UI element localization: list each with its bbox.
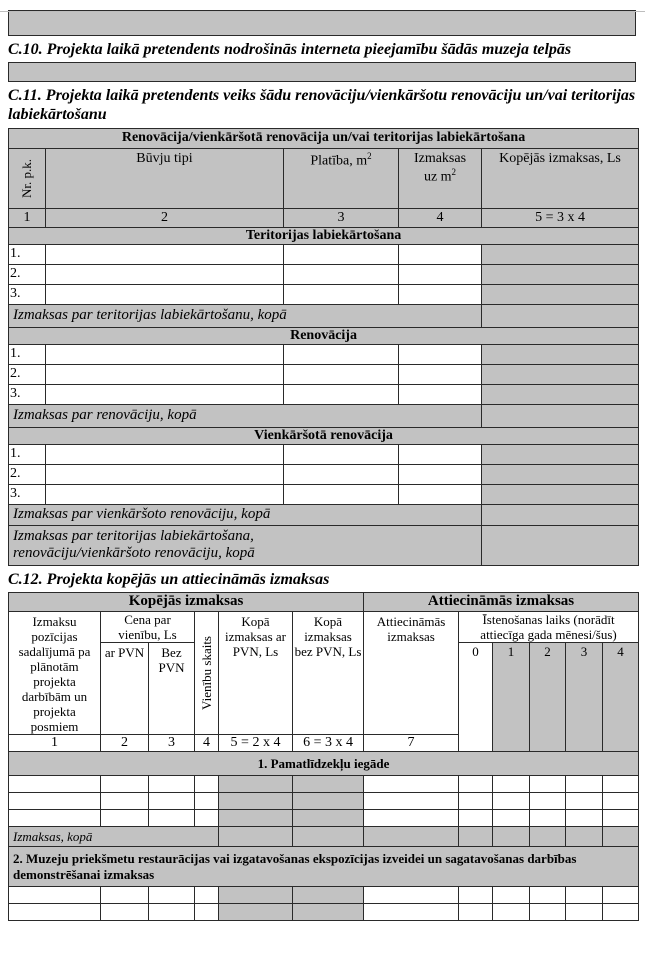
- section-title: Teritorijas labiekārtošana: [9, 227, 639, 244]
- input-cell: [195, 904, 219, 921]
- col-number: 1: [9, 735, 101, 752]
- input-cell: [46, 484, 284, 504]
- input-cell: [399, 464, 482, 484]
- input-cell: [459, 810, 493, 827]
- col-header-kopa-ar-pvn: Kopā izmaksas ar PVN, Ls: [219, 611, 293, 735]
- input-cell: [195, 887, 219, 904]
- col-number: 2: [101, 735, 149, 752]
- month-column-0: 0: [459, 642, 493, 751]
- shaded-cell: [482, 525, 639, 565]
- total-row: [9, 404, 639, 427]
- input-cell: [149, 904, 195, 921]
- input-cell: [399, 244, 482, 264]
- input-cell: [46, 244, 284, 264]
- input-cell: [566, 776, 603, 793]
- input-cell: [603, 810, 639, 827]
- input-cell: [195, 793, 219, 810]
- section-1-title: 1. Pamatlīdzekļu iegāde: [9, 752, 639, 776]
- total-row: [9, 304, 639, 327]
- input-cell: [493, 776, 530, 793]
- table-band-row: [9, 592, 639, 611]
- input-cell: [603, 887, 639, 904]
- input-cell: [101, 904, 149, 921]
- total-label: Izmaksas par vienkāršoto renovāciju, kopā: [9, 504, 482, 525]
- input-cell: [566, 793, 603, 810]
- shaded-cell: [219, 887, 293, 904]
- shaded-cell: [293, 810, 364, 827]
- grand-total-row: [9, 525, 639, 565]
- input-cell: [603, 904, 639, 921]
- col-number: 5 = 3 x 4: [482, 208, 639, 227]
- shaded-cell: [293, 827, 364, 847]
- row-number-cell: 2.: [9, 264, 46, 284]
- col-number: 4: [195, 735, 219, 752]
- col-header-kopa-bez-pvn: Kopā izmaksas bez PVN, Ls: [293, 611, 364, 735]
- input-cell: [493, 810, 530, 827]
- month-column-1: 1: [493, 642, 530, 751]
- input-cell: [530, 776, 566, 793]
- input-cell: [530, 904, 566, 921]
- input-cell: [46, 264, 284, 284]
- shaded-cell: [219, 793, 293, 810]
- column-header-row: [9, 148, 639, 208]
- input-cell: [493, 793, 530, 810]
- shaded-cell: [482, 444, 639, 464]
- table-row: [9, 364, 639, 384]
- input-cell: [9, 904, 101, 921]
- input-cell: [149, 776, 195, 793]
- input-cell: [459, 887, 493, 904]
- table-row: [9, 904, 639, 921]
- input-cell: [9, 810, 101, 827]
- col-header-kopejas-izmaksas: Kopējās izmaksas, Ls: [482, 148, 639, 208]
- input-cell: [195, 776, 219, 793]
- input-cell: [399, 264, 482, 284]
- input-cell: [459, 776, 493, 793]
- shaded-cell: [293, 776, 364, 793]
- input-cell: [399, 344, 482, 364]
- input-cell: [284, 444, 399, 464]
- row-number-cell: 3.: [9, 484, 46, 504]
- total-label: Izmaksas, kopā: [9, 827, 219, 847]
- input-cell: [399, 484, 482, 504]
- input-cell: [9, 887, 101, 904]
- document-page: [0, 10, 645, 965]
- section-band-row: [9, 847, 639, 887]
- band-kopejas-izmaksas: Kopējās izmaksas: [9, 592, 364, 611]
- input-cell: [284, 464, 399, 484]
- input-cell: [46, 444, 284, 464]
- input-cell: [9, 793, 101, 810]
- section-band-row: [9, 752, 639, 776]
- input-cell: [603, 793, 639, 810]
- row-number-cell: 1.: [9, 244, 46, 264]
- table-row: [9, 344, 639, 364]
- shaded-cell: [482, 504, 639, 525]
- col-number: 5 = 2 x 4: [219, 735, 293, 752]
- row-number-cell: 1.: [9, 344, 46, 364]
- input-cell: [101, 776, 149, 793]
- input-cell: [530, 810, 566, 827]
- table-row: [9, 484, 639, 504]
- shaded-cell: [566, 827, 603, 847]
- input-cell: [46, 384, 284, 404]
- table-row: [9, 264, 639, 284]
- shaded-cell: [364, 827, 459, 847]
- row-number-cell: 2.: [9, 464, 46, 484]
- row-number-cell: 1.: [9, 444, 46, 464]
- input-cell: [149, 887, 195, 904]
- section-title: Renovācija: [9, 327, 639, 344]
- total-row: [9, 827, 639, 847]
- empty-shaded-row: [8, 62, 636, 82]
- input-cell: [149, 810, 195, 827]
- input-cell: [459, 904, 493, 921]
- total-row: [9, 504, 639, 525]
- input-cell: [364, 887, 459, 904]
- col-number: 2: [46, 208, 284, 227]
- col-header-vienibu-skaits: [195, 611, 219, 735]
- shaded-cell: [482, 284, 639, 304]
- input-cell: [9, 776, 101, 793]
- col-header-izmaksu-pozicijas: Izmaksu pozīcijas sadalījumā pa plānotām projekta darbībām un projekta posmiem: [9, 611, 101, 735]
- input-cell: [399, 444, 482, 464]
- c12-costs-table: [8, 592, 639, 922]
- input-cell: [566, 904, 603, 921]
- input-cell: [566, 810, 603, 827]
- col-header-bez-pvn: Bez PVN: [149, 642, 195, 734]
- input-cell: [101, 793, 149, 810]
- input-cell: [530, 793, 566, 810]
- table-title: Renovācija/vienkāršotā renovācija un/vai teritorijas labiekārtošana: [9, 128, 639, 148]
- grand-total-label: Izmaksas par teritorijas labiekārtošana, renovāciju/vienkāršoto renovāciju, kopā: [9, 525, 482, 565]
- input-cell: [493, 904, 530, 921]
- section-band-row: [9, 427, 639, 444]
- input-cell: [46, 364, 284, 384]
- shaded-cell: [482, 244, 639, 264]
- col-number: 7: [364, 735, 459, 752]
- input-cell: [364, 776, 459, 793]
- col-header-cena-par-vienibu: Cena par vienību, Ls: [101, 611, 195, 642]
- section-title: Vienkāršotā renovācija: [9, 427, 639, 444]
- col-header-izmaksas-uz-m2: Izmaksas uz $m^2$: [399, 148, 482, 208]
- col-header-buvju-tipi: Būvju tipi: [46, 148, 284, 208]
- input-cell: [399, 284, 482, 304]
- section-2-title: 2. Muzeju priekšmetu restaurācijas vai izgatavošanas ekspozīcijas izveidei un sagatavošanas darbības demonstrēšanai izmaksas: [9, 847, 639, 887]
- shaded-cell: [459, 827, 493, 847]
- shaded-cell: [219, 810, 293, 827]
- table-row: [9, 384, 639, 404]
- input-cell: [603, 776, 639, 793]
- table-row: [9, 776, 639, 793]
- col-number: 4: [399, 208, 482, 227]
- input-cell: [566, 887, 603, 904]
- input-cell: [284, 384, 399, 404]
- col-header-istenosanas-laiks: Īstenošanas laiks (norādīt attiecīga gada mēnesi/šus): [459, 611, 639, 642]
- input-cell: [459, 793, 493, 810]
- shaded-cell: [293, 887, 364, 904]
- total-label: Izmaksas par teritorijas labiekārtošanu, kopā: [9, 304, 482, 327]
- shaded-cell: [219, 827, 293, 847]
- month-column-2: 2: [530, 642, 566, 751]
- shaded-cell: [482, 404, 639, 427]
- shaded-cell: [493, 827, 530, 847]
- shaded-cell: [482, 304, 639, 327]
- col-number: 1: [9, 208, 46, 227]
- input-cell: [364, 810, 459, 827]
- input-cell: [284, 344, 399, 364]
- table-title-row: [9, 128, 639, 148]
- input-cell: [101, 887, 149, 904]
- section-c12-heading: C.12. Projekta kopējās un attiecināmās izmaksas: [8, 570, 330, 588]
- shaded-cell: [530, 827, 566, 847]
- input-cell: [364, 904, 459, 921]
- col-header-nr: [9, 148, 46, 208]
- col-header-platiba: Platība, $m^2$: [284, 148, 399, 208]
- shaded-cell: [482, 344, 639, 364]
- input-cell: [149, 793, 195, 810]
- shaded-cell: [293, 793, 364, 810]
- table-row: [9, 793, 639, 810]
- section-band-row: [9, 227, 639, 244]
- input-cell: [530, 887, 566, 904]
- input-cell: [284, 264, 399, 284]
- shaded-cell: [482, 364, 639, 384]
- month-column-3: 3: [566, 642, 603, 751]
- table-row: [9, 244, 639, 264]
- section-band-row: [9, 327, 639, 344]
- input-cell: [284, 244, 399, 264]
- input-cell: [46, 464, 284, 484]
- month-column-4: 4: [603, 642, 639, 751]
- input-cell: [399, 384, 482, 404]
- column-number-row: [9, 208, 639, 227]
- band-attiecinamas-izmaksas: Attiecināmās izmaksas: [364, 592, 639, 611]
- input-cell: [284, 484, 399, 504]
- input-cell: [399, 364, 482, 384]
- table-row: [9, 887, 639, 904]
- row-number-cell: 2.: [9, 364, 46, 384]
- page-top-rule: [0, 11, 645, 12]
- col-header-attiecinamas: Attiecināmās izmaksas: [364, 611, 459, 735]
- c11-renovation-table: [8, 128, 639, 566]
- input-cell: [364, 793, 459, 810]
- shaded-cell: [482, 464, 639, 484]
- total-label: Izmaksas par renovāciju, kopā: [9, 404, 482, 427]
- table-row: [9, 464, 639, 484]
- table-row: [9, 284, 639, 304]
- shaded-cell: [482, 384, 639, 404]
- empty-shaded-row: [8, 10, 636, 36]
- section-c11-heading: C.11. Projekta laikā pretendents veiks šādu renovāciju/vienkāršotu renovāciju un/vai teritorijas labiekārtošanu: [8, 87, 636, 124]
- nr-pk-vertical-label: Nr. p.k.: [19, 158, 34, 198]
- column-header-row-upper: [9, 611, 639, 642]
- input-cell: [284, 364, 399, 384]
- table-row: [9, 810, 639, 827]
- table-row: [9, 444, 639, 464]
- shaded-cell: [293, 904, 364, 921]
- row-number-cell: 3.: [9, 284, 46, 304]
- shaded-cell: [603, 827, 639, 847]
- shaded-cell: [482, 264, 639, 284]
- col-number: 3: [149, 735, 195, 752]
- col-number: 3: [284, 208, 399, 227]
- input-cell: [46, 284, 284, 304]
- section-c10-heading: C.10. Projekta laikā pretendents nodrošinās interneta pieejamību šādās muzeja telpās: [8, 41, 572, 58]
- input-cell: [46, 344, 284, 364]
- input-cell: [493, 887, 530, 904]
- row-number-cell: 3.: [9, 384, 46, 404]
- shaded-cell: [219, 904, 293, 921]
- shaded-cell: [219, 776, 293, 793]
- input-cell: [284, 284, 399, 304]
- col-header-ar-pvn: ar PVN: [101, 642, 149, 734]
- input-cell: [101, 810, 149, 827]
- input-cell: [195, 810, 219, 827]
- col-number: 6 = 3 x 4: [293, 735, 364, 752]
- shaded-cell: [482, 484, 639, 504]
- vienibu-skaits-vertical-label: Vienību skaits: [198, 636, 214, 711]
